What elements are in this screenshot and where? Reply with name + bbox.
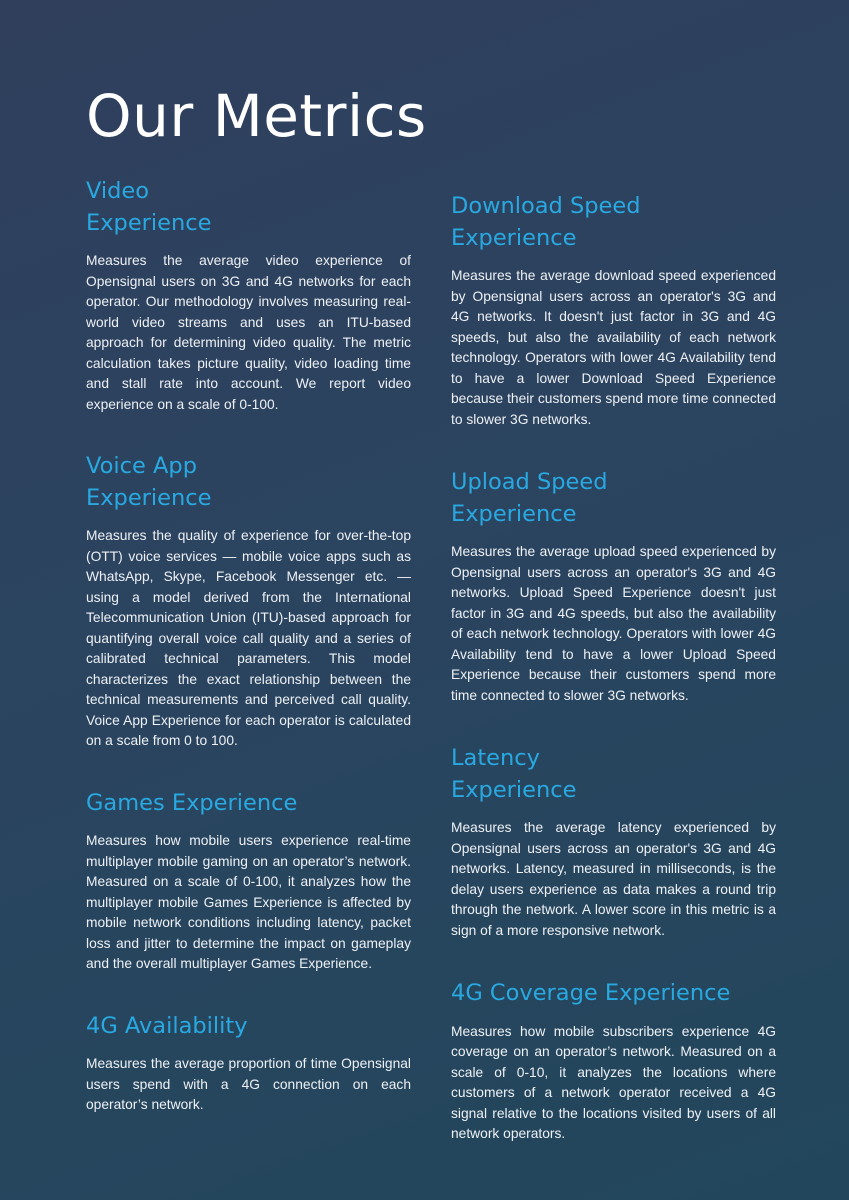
metric-upload-speed-experience — [451, 467, 776, 706]
metric-heading — [86, 788, 411, 820]
metric-latency-experience — [451, 743, 776, 941]
metric-heading — [451, 978, 776, 1010]
heading-line: Experience — [86, 484, 212, 511]
heading-line: Download Speed — [451, 193, 641, 219]
right-column — [451, 191, 776, 1145]
heading-line: Voice App — [86, 453, 197, 479]
metric-heading — [451, 467, 776, 530]
metric-description: Measures the average download speed experienced by Opensignal users across an operator's 3G and 4G networks. It doesn't just factor in 3G and 4G speeds, but also the availability of each network technology. Operators with lower 4G Availability tend to have a lower Download Speed Experience because their customers spend more time connected to slower 3G networks. — [451, 268, 776, 427]
metric-heading — [86, 1011, 411, 1043]
heading-line: Latency — [451, 745, 540, 771]
metric-heading — [451, 743, 776, 806]
heading-line: Video — [86, 178, 150, 204]
metric-description: Measures the average upload speed experienced by Opensignal users across an operator's 3G and 4G networks. Upload Speed Experience doesn't just factor in 3G and 4G speeds, but also the availability of each network technology. Operators with lower 4G Availability tend to have a lower Upload Speed Experience because their customers spend more time connected to slower 3G networks. — [451, 544, 776, 703]
metric-description: Measures the average proportion of time Opensignal users spend with a 4G connection on each operator’s network. — [86, 1056, 411, 1112]
metric-video-experience — [86, 176, 411, 415]
metric-description: Measures the average latency experienced by Opensignal users across an operator's 3G and 4G networks. Latency, measured in milliseconds, is the delay users experience as data makes a round trip through the network. A lower score in this metric is a sign of a more responsive network. — [451, 820, 776, 938]
metric-games-experience — [86, 788, 411, 975]
heading-line: Experience — [451, 224, 577, 251]
metric-4g-availability — [86, 1011, 411, 1116]
heading-line: 4G Availability — [86, 1012, 248, 1039]
metric-heading — [86, 176, 411, 239]
metric-description: Measures how mobile users experience real-time multiplayer mobile gaming on an operator’s network. Measured on a scale of 0-100, it analyzes how the multiplayer mobile Games Experience is affected by mobile network conditions including latency, packet loss and jitter to determine the impact on gameplay and the overall multiplayer Games Experience. — [86, 833, 411, 971]
metric-4g-coverage-experience — [451, 978, 776, 1145]
heading-line: Upload Speed — [451, 469, 608, 495]
metric-description: Measures the average video experience of Opensignal users on 3G and 4G networks for each operator. Our methodology involves measuring real-world video streams and uses an ITU-based approach for determining video quality. The metric calculation takes picture quality, video loading time and stall rate into account. We report video experience on a scale of 0-100. — [86, 253, 411, 412]
page-title: Our Metrics — [86, 82, 427, 150]
metric-description: Measures the quality of experience for over-the-top (OTT) voice services — mobile voice apps such as WhatsApp, Skype, Facebook Messenger etc. — using a model derived from the International Telecommunication Union (ITU)-based approach for quantifying overall voice call quality and a series of calibrated technical parameters. This model characterizes the exact relationship between the technical measurements and perceived call quality. Voice App Experience for each operator is calculated on a scale from 0 to 100. — [86, 528, 411, 748]
heading-line: Experience — [86, 209, 212, 236]
metric-description: Measures how mobile subscribers experience 4G coverage on an operator’s network. Measured on a scale of 0-10, it analyzes the locations where customers of a network operator received a 4G signal relative to the locations visited by users of all network operators. — [451, 1023, 776, 1141]
metric-voice-app-experience — [86, 451, 411, 752]
heading-line: Experience — [451, 500, 577, 527]
heading-line: Experience — [451, 776, 577, 803]
left-column — [86, 176, 411, 1116]
metric-download-speed-experience — [451, 191, 776, 430]
heading-line: Games Experience — [86, 789, 298, 816]
metric-heading — [451, 191, 776, 254]
metric-heading — [86, 451, 411, 514]
heading-line: 4G Coverage Experience — [451, 980, 731, 1006]
